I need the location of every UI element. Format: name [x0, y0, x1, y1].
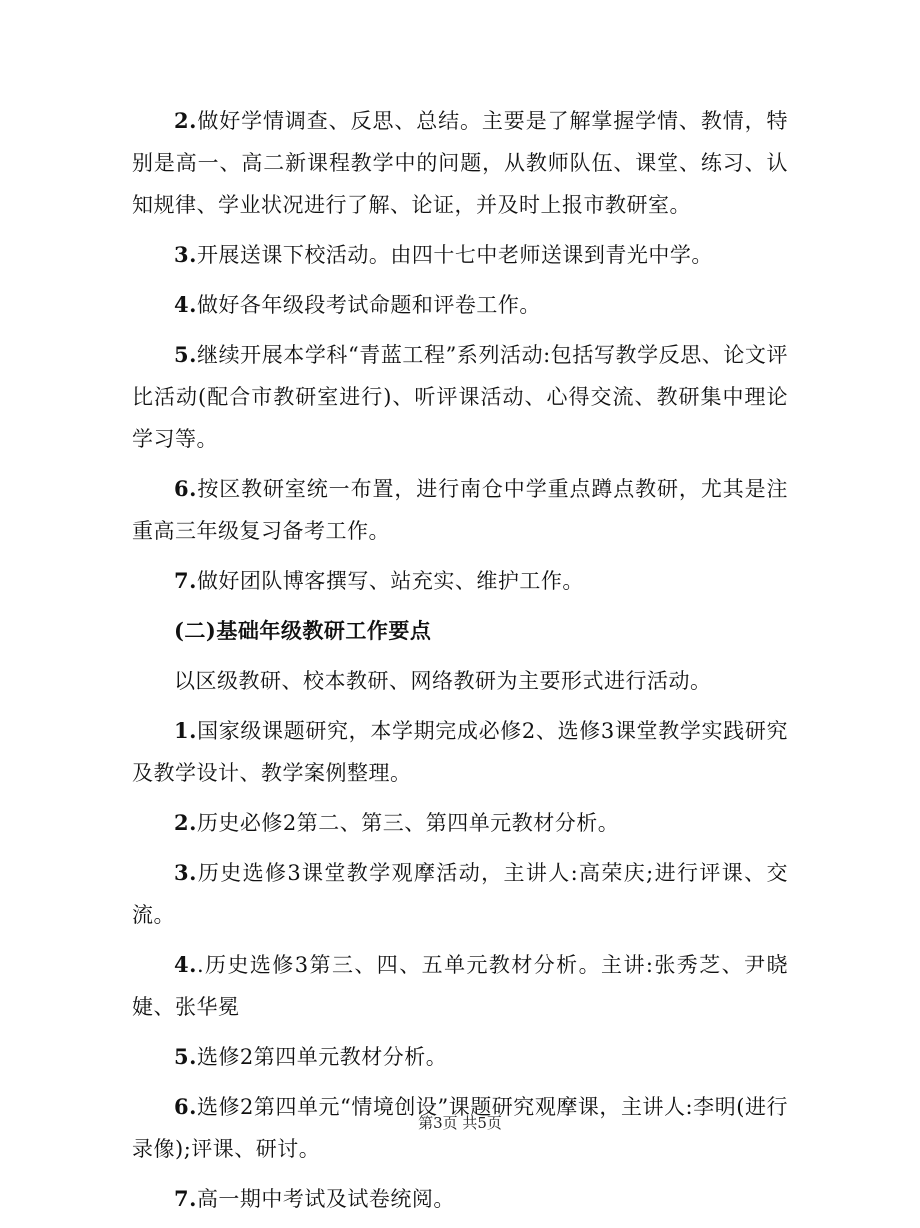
paragraph-number: 4. [174, 292, 197, 317]
item-text: 高一期中考试及试卷统阅。 [196, 1187, 455, 1211]
paragraph-4 [132, 284, 788, 326]
item-7 [132, 1178, 788, 1220]
item-number: 2. [174, 810, 197, 835]
paragraph-2 [132, 100, 788, 226]
item-text: 选修2第四单元“情境创设”课题研究观摩课，主讲人:李明(进行录像);评课、研讨。 [132, 1095, 788, 1161]
paragraph-6 [132, 468, 788, 552]
document-body [132, 100, 788, 1228]
item-text: 历史选修3课堂教学观摩活动，主讲人:高荣庆;进行评课、交流。 [132, 861, 788, 927]
item-1 [132, 710, 788, 794]
item-text: 选修2第四单元教材分析。 [196, 1045, 448, 1069]
paragraph-number: 7. [174, 568, 197, 593]
section-heading: (二)基础年级教研工作要点 [174, 618, 432, 643]
paragraph-text: 继续开展本学科“青蓝工程”系列活动:包括写教学反思、论文评比活动(配合市教研室进行)、听评课活动、心得交流、教研集中理论学习等。 [132, 343, 788, 451]
section-intro: 以区级教研、校本教研、网络教研为主要形式进行活动。 [174, 669, 712, 693]
paragraph-number: 5. [174, 342, 197, 367]
paragraph-text: 做好团队博客撰写、站充实、维护工作。 [196, 569, 584, 593]
paragraph-text: 做好学情调查、反思、总结。主要是了解掌握学情、教情，特别是高一、高二新课程教学中的问题，从教师队伍、课堂、练习、认知规律、学业状况进行了解、论证，并及时上报市教研室。 [132, 109, 788, 217]
paragraph-number: 3. [174, 242, 197, 267]
item-number: 5. [174, 1044, 197, 1069]
paragraph-text: 按区教研室统一布置，进行南仓中学重点蹲点教研，尤其是注重高三年级复习备考工作。 [132, 477, 788, 543]
item-number: 3. [174, 860, 197, 885]
item-5 [132, 1036, 788, 1078]
item-number: 7. [174, 1186, 197, 1211]
paragraph-7 [132, 560, 788, 602]
paragraph-text: 开展送课下校活动。由四十七中老师送课到青光中学。 [196, 243, 713, 267]
item-2 [132, 802, 788, 844]
paragraph-text: 做好各年级段考试命题和评卷工作。 [196, 293, 541, 317]
item-number: 6. [174, 1094, 197, 1119]
page-footer: 第3页 共5页 [418, 1114, 502, 1132]
item-4 [132, 944, 788, 1028]
item-number: 4. [174, 952, 197, 977]
item-text: .历史选修3第三、四、五单元教材分析。主讲:张秀芝、尹晓婕、张华冕 [132, 953, 788, 1019]
item-number: 1. [174, 718, 197, 743]
item-3 [132, 852, 788, 936]
item-text: 历史必修2第二、第三、第四单元教材分析。 [196, 811, 620, 835]
item-text: 国家级课题研究，本学期完成必修2、选修3课堂教学实践研究及教学设计、教学案例整理。 [132, 719, 788, 785]
paragraph-5 [132, 334, 788, 460]
paragraph-number: 6. [174, 476, 197, 501]
paragraph-3 [132, 234, 788, 276]
paragraph-number: 2. [174, 108, 197, 133]
